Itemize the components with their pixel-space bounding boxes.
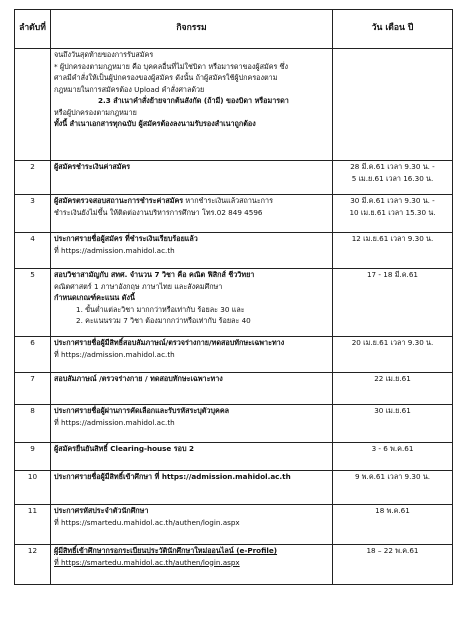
date-line: 20 เม.ย.61 เวลา 9.30 น. <box>351 338 434 347</box>
cont-line-3: ศาลมีคำสั่งให้เป็นผู้ปกครองของผู้สมัคร ดังนั้น ถ้าผู้สมัครใช้ผู้ปกครองตาม <box>54 73 278 82</box>
row-activity <box>51 195 333 233</box>
date-line: 18 พ.ค.61 <box>375 506 410 515</box>
row-date <box>333 161 453 195</box>
row-no: 7 <box>15 373 51 405</box>
row-activity <box>51 471 333 505</box>
row-no: 5 <box>15 269 51 337</box>
activity-line: ประกาศรายชื่อผู้มีสิทธิ์เข้าศึกษา ที่ https://admission.mahidol.ac.th <box>54 472 291 481</box>
row-activity <box>51 337 333 373</box>
table-row <box>15 195 453 233</box>
activity-link[interactable]: ที่ https://smartedu.mahidol.ac.th/authen/login.aspx <box>54 557 240 567</box>
table-row <box>15 471 453 505</box>
activity-line: ผู้สมัครยืนยันสิทธิ์ Clearing-house รอบ 2 <box>54 444 195 453</box>
table-row <box>15 269 453 337</box>
activity-line: ประกาศรายชื่อผู้ผ่านการคัดเลือกและรับรหัสระบุตัวบุคคล <box>54 406 230 415</box>
activity-line: สอบสัมภาษณ์ /ตรวจร่างกาย / ทดสอบทักษะเฉพาะทาง <box>54 374 223 383</box>
activity-link[interactable]: ที่ https://admission.mahidol.ac.th <box>54 349 175 359</box>
row-date <box>333 195 453 233</box>
cont-line-1: จนถึงวันสุดท้ายของการรับสมัคร <box>54 50 154 59</box>
row-no: 8 <box>15 405 51 443</box>
row-date <box>333 269 453 337</box>
row-no: 10 <box>15 471 51 505</box>
table-row <box>15 545 453 585</box>
date-line: 9 พ.ค.61 เวลา 9.30 น. <box>354 472 431 481</box>
row-no: 12 <box>15 545 51 585</box>
header-activity: กิจกรรม <box>51 10 333 49</box>
date-line: 5 เม.ย.61 เวลา 16.30 น. <box>351 173 434 183</box>
date-line: 30 เม.ย.61 <box>374 406 411 415</box>
table-row <box>15 505 453 545</box>
activity-line: กำหนดเกณฑ์คะแนน ดังนี้ <box>54 293 135 302</box>
row-activity <box>51 443 333 471</box>
activity-line: ประกาศรายชื่อผู้มีสิทธิ์สอบสัมภาษณ์/ตรวจร่างกาย/ทดสอบทักษะเฉพาะทาง <box>54 338 285 347</box>
row-no: 3 <box>15 195 51 233</box>
cont-line-5: 2.3 สำเนาคำสั่งย้ายจากต้นสังกัด (ถ้ามี) ของบิดา หรือมารดา <box>98 96 289 105</box>
date-line: 30 มี.ค.61 เวลา 9.30 น. - <box>350 196 435 205</box>
cont-line-2: * ผู้ปกครองตามกฎหมาย คือ บุคคลอื่นที่ไม่ใช่บิดา หรือมารดาของผู้สมัคร ซึ่ง <box>54 61 289 71</box>
date-line: 12 เม.ย.61 เวลา 9.30 น. <box>351 234 434 243</box>
table-header-row <box>15 10 453 49</box>
row-activity <box>51 373 333 405</box>
activity-line: ชำระเงินยังไม่ขึ้น ให้ติดต่องานบริหารการศึกษา โทร.02 849 4596 <box>54 207 263 217</box>
row-date <box>333 471 453 505</box>
date-line: 22 เม.ย.61 <box>374 374 411 383</box>
row-no: 9 <box>15 443 51 471</box>
row-no: 4 <box>15 233 51 269</box>
activity-line: ประกาศรหัสประจำตัวนักศึกษา <box>54 506 149 515</box>
date-line: 10 เม.ย.61 เวลา 15.30 น. <box>349 207 436 217</box>
row-date-cont <box>333 49 453 161</box>
header-no: ลำดับที่ <box>15 10 51 49</box>
activity-link[interactable]: ที่ https://admission.mahidol.ac.th <box>54 245 175 255</box>
row-activity <box>51 405 333 443</box>
row-date <box>333 545 453 585</box>
row-date <box>333 337 453 373</box>
row-activity <box>51 233 333 269</box>
activity-line: ประกาศรายชื่อผู้สมัคร ที่ชำระเงินเรียบร้อยแล้ว <box>54 234 198 243</box>
row-activity <box>51 161 333 195</box>
activity-link[interactable]: ที่ https://smartedu.mahidol.ac.th/authen/login.aspx <box>54 517 240 527</box>
table-row <box>15 337 453 373</box>
table-row <box>15 443 453 471</box>
activity-link[interactable]: ที่ https://admission.mahidol.ac.th <box>54 417 175 427</box>
row-date <box>333 373 453 405</box>
table-row <box>15 405 453 443</box>
row-activity <box>51 505 333 545</box>
activity-line: ผู้มีสิทธิ์เข้าศึกษากรอกระเบียนประวัตินักศึกษาใหม่ออนไลน์ (e-Profile) <box>54 546 278 555</box>
row-activity <box>51 545 333 585</box>
activity-line: ผู้สมัครชำระเงินค่าสมัคร <box>54 162 131 171</box>
activity-line-tail: หากชำระเงินแล้วสถานะการ <box>185 196 273 205</box>
date-line: 3 - 6 พ.ค.61 <box>371 444 414 453</box>
row-date <box>333 405 453 443</box>
cont-line-4: กฎหมายในการสมัครต้อง Upload คำสั่งศาลด้วย <box>54 84 205 94</box>
date-line: 17 - 18 มี.ค.61 <box>366 270 418 279</box>
row-activity-cont <box>51 49 333 161</box>
row-activity <box>51 269 333 337</box>
row-date <box>333 443 453 471</box>
row-no: 11 <box>15 505 51 545</box>
table-row <box>15 49 453 161</box>
cont-line-7: ทั้งนี้ สำเนาเอกสารทุกฉบับ ผู้สมัครต้องลงนามรับรองสำเนาถูกต้อง <box>54 119 256 128</box>
date-line: 18 – 22 พ.ค.61 <box>366 546 419 555</box>
table-row <box>15 373 453 405</box>
row-no: 2 <box>15 161 51 195</box>
cont-line-6: หรือผู้ปกครองตามกฎหมาย <box>54 107 137 117</box>
activity-line: คณิตศาสตร์ 1 ภาษาอังกฤษ ภาษาไทย และสังคมศึกษา <box>54 281 223 291</box>
activity-line: 2. คะแนนรวม 7 วิชา ต้องมากกว่าหรือเท่ากับ ร้อยละ 40 <box>76 316 251 325</box>
activity-line: 1. ขั้นต่ำแต่ละวิชา มากกว่าหรือเท่ากับ ร้อยละ 30 และ <box>76 304 245 314</box>
row-date <box>333 505 453 545</box>
row-date <box>333 233 453 269</box>
activity-line: ผู้สมัครตรวจสอบสถานะการชำระค่าสมัคร <box>54 196 184 205</box>
row-no-cont <box>15 49 51 161</box>
table-row <box>15 233 453 269</box>
schedule-table <box>14 9 453 585</box>
table-row <box>15 161 453 195</box>
activity-line: สอบวิชาสามัญกับ สทศ. จำนวน 7 วิชา คือ คณิต ฟิสิกส์ ชีววิทยา <box>54 270 255 279</box>
row-no: 6 <box>15 337 51 373</box>
header-date: วัน เดือน ปี <box>333 10 453 49</box>
date-line: 28 มี.ค.61 เวลา 9.30 น. - <box>350 162 435 171</box>
